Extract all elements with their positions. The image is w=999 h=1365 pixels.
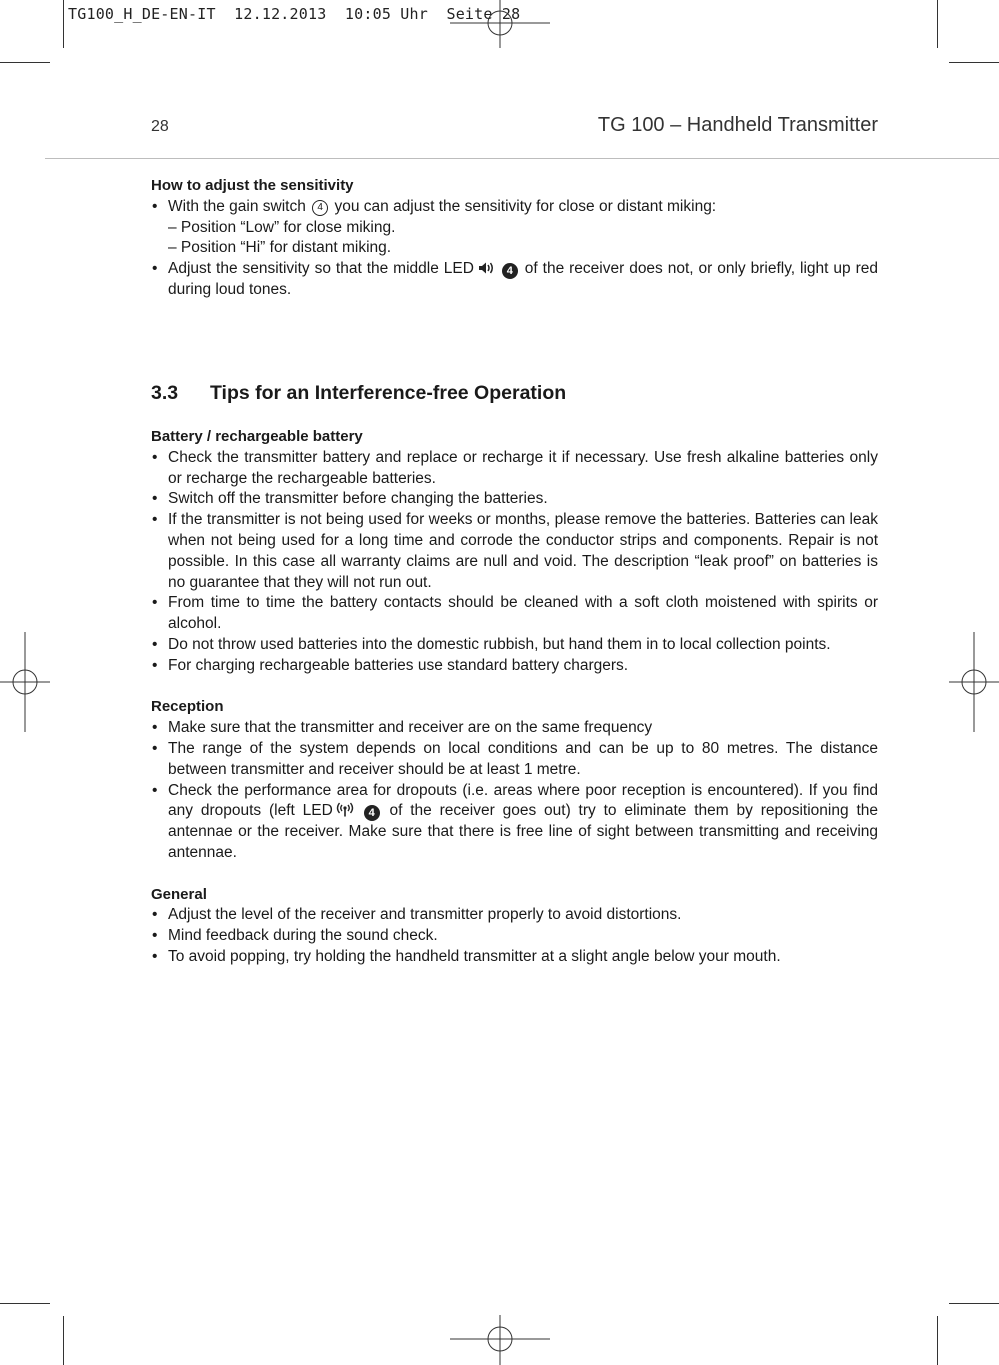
spacer — [151, 677, 878, 698]
item-text: Check the performance area for dropouts (i.e. areas where poor reception is encountered). If you find any dropouts (left LED — [168, 781, 878, 820]
list-item: • Check the transmitter battery and replace or recharge it if necessary. Use fresh alkaline batteries only or recharge the rechargeable batteries. — [151, 448, 878, 490]
list-item: • The range of the system depends on local conditions and can be up to 80 metres. The distance between transmitter and receiver should be at least 1 metre. — [151, 739, 878, 781]
tips-body — [151, 427, 878, 968]
sensitivity-list — [151, 197, 878, 218]
running-title: TG 100 – Handheld Transmitter — [597, 114, 878, 136]
spacer — [151, 864, 878, 885]
sensitivity-list-2 — [151, 259, 878, 301]
registration-mark-left — [0, 632, 50, 732]
list-item — [151, 259, 878, 301]
list-item: • To avoid popping, try holding the handheld transmitter at a slight angle below your mouth. — [151, 947, 878, 968]
registration-mark-right — [949, 632, 999, 732]
list-item — [151, 781, 878, 864]
sensitivity-section — [151, 176, 878, 301]
speaker-led-icon — [477, 261, 495, 275]
crop-mark — [0, 62, 50, 63]
registration-mark-bottom — [450, 1315, 550, 1365]
section-number: 3.3 — [151, 382, 179, 404]
crop-mark — [63, 0, 64, 48]
page-number: 28 — [151, 118, 169, 135]
reception-heading: Reception — [151, 698, 224, 716]
section-title — [151, 382, 566, 405]
dash-item-low: – Position “Low” for close miking. — [168, 218, 396, 236]
item-text: Adjust the sensitivity so that the middle LED — [168, 260, 474, 278]
item-text: of the receiver does not, or only briefly, light up red during loud tones. — [168, 260, 878, 298]
crop-mark — [949, 62, 999, 63]
list-item: • Adjust the level of the receiver and transmitter properly to avoid distortions. — [151, 905, 878, 926]
item-text: With the gain switch — [168, 197, 306, 215]
section-title-text: Tips for an Interference-free Operation — [210, 382, 567, 404]
list-item: • From time to time the battery contacts should be cleaned with a soft cloth moistened with spirits or alcohol. — [151, 593, 878, 635]
general-heading: General — [151, 885, 207, 903]
crop-mark — [949, 1303, 999, 1304]
antenna-led-icon — [336, 802, 354, 817]
sensitivity-heading: How to adjust the sensitivity — [151, 177, 354, 194]
registration-mark-top — [450, 0, 550, 48]
item-text: you can adjust the sensitivity for close or distant miking: — [334, 197, 717, 215]
header-divider — [45, 158, 999, 159]
list-item: • Do not throw used batteries into the domestic rubbish, but hand them in to local collection points. — [151, 635, 878, 656]
crop-mark — [937, 0, 938, 48]
dash-item-hi: – Position “Hi” for distant miking. — [168, 239, 392, 257]
list-item: • For charging rechargeable batteries use standard battery chargers. — [151, 656, 878, 677]
callout-4-filled: 4 — [502, 263, 518, 279]
list-item: • If the transmitter is not being used for weeks or months, please remove the batteries. Batteries can leak when not being used for a long time and corrode the conductor strips and components. Repair is not possible. In this case all warranty claims are null and void. The description “leak proof” on batteries is no guarantee that they will not run out. — [151, 510, 878, 593]
general-list — [151, 905, 878, 967]
battery-list — [151, 448, 878, 677]
print-slug: TG100_H_DE-EN-IT 12.12.2013 10:05 Uhr Seite 28 — [68, 5, 521, 23]
crop-mark — [937, 1316, 938, 1365]
list-item: • Mind feedback during the sound check. — [151, 926, 878, 947]
list-item: • Switch off the transmitter before changing the batteries. — [151, 489, 878, 510]
item-text: of the receiver goes out) try to eliminate them by repositioning the antennae or the receiver. Make sure that there is free line of sight between transmitting and receiving antennae. — [168, 802, 878, 861]
reception-list — [151, 718, 878, 864]
crop-mark — [63, 1316, 64, 1365]
crop-mark — [0, 1303, 50, 1304]
battery-heading: Battery / rechargeable battery — [151, 428, 363, 445]
callout-4-outline: 4 — [312, 200, 328, 216]
list-item — [151, 197, 878, 218]
callout-4-filled: 4 — [364, 805, 380, 821]
list-item: • Make sure that the transmitter and receiver are on the same frequency — [151, 718, 878, 739]
